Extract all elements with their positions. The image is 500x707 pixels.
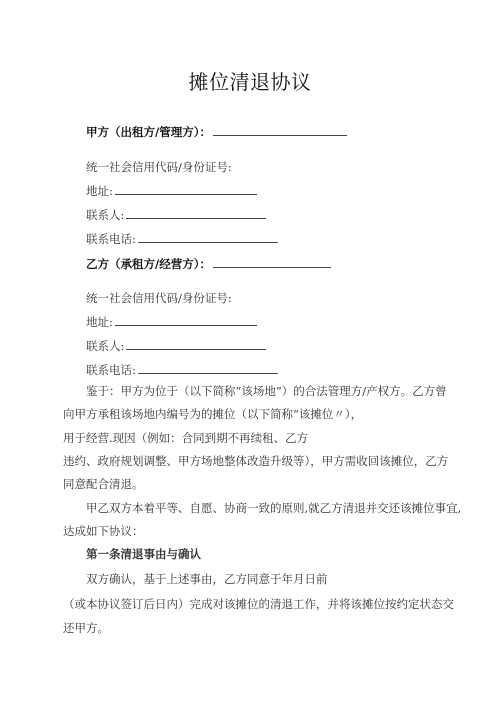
party-b-address-blank (115, 314, 257, 326)
party-a-blank (213, 124, 347, 136)
party-a-row (86, 124, 347, 140)
party-b-contact-label: 联系人: (86, 339, 125, 353)
article-1-line-1: 双方确认，基于上述事由，乙方同意于年月日前 (86, 572, 328, 586)
document-title: 摊位清退协议 (188, 70, 312, 94)
party-a-address-blank (115, 183, 257, 195)
party-b-contact-blank (126, 338, 266, 350)
recital-line-4: 违约、政府规划调整、甲方场地整体改造升级等），甲方需收回该摊位，乙方 (63, 454, 449, 468)
agreement-line-1: 甲乙双方本着平等、自愿、协商一致的原则,就乙方清退并交还该摊位事宜, (86, 501, 462, 515)
article-1-line-2: （或本协议签订后日内）完成对该摊位的清退工作，并将该摊位按约定状态交 (63, 597, 454, 611)
party-b-address-label: 地址: (86, 315, 113, 329)
party-a-phone-row (86, 231, 278, 247)
party-b-blank (213, 256, 331, 268)
party-a-contact-row (86, 207, 266, 223)
recital-line-5: 同意配合清退。 (63, 477, 144, 491)
article-1-line-3: 还甲方。 (63, 621, 109, 635)
party-a-address-row (86, 183, 257, 199)
party-b-label: 乙方（承租方/经营方）： (86, 257, 211, 271)
recital-line-1: 鉴于：甲方为位于（以下简称“该场地”）的合法管理方/产权方。乙方曾 (86, 384, 447, 398)
party-a-contact-blank (126, 207, 266, 219)
party-b-row (86, 256, 331, 272)
party-b-address-row (86, 314, 257, 330)
party-a-phone-blank (138, 231, 278, 243)
party-b-credit-code: 统一社会信用代码/身份证号: (86, 291, 232, 305)
agreement-line-2: 达成如下协议： (63, 524, 144, 538)
party-a-address-label: 地址: (86, 184, 113, 198)
party-b-phone-row (86, 362, 278, 378)
party-a-credit-code: 统一社会信用代码/身份证号: (86, 160, 232, 174)
party-b-phone-blank (138, 362, 278, 374)
party-b-contact-row (86, 338, 266, 354)
recital-line-2: 向甲方承租该场地内编号为的摊位（以下简称“该摊位〃）， (63, 407, 363, 421)
party-a-contact-label: 联系人: (86, 208, 125, 222)
party-b-phone-label: 联系电话: (86, 363, 136, 377)
party-a-label: 甲方（出租方/管理方）： (86, 125, 211, 139)
recital-line-3: 用于经营.现因（例如：合同到期不再续租、乙方 (63, 431, 309, 445)
article-1-heading: 第一条清退事由与确认 (86, 547, 201, 561)
party-a-phone-label: 联系电话: (86, 232, 136, 246)
